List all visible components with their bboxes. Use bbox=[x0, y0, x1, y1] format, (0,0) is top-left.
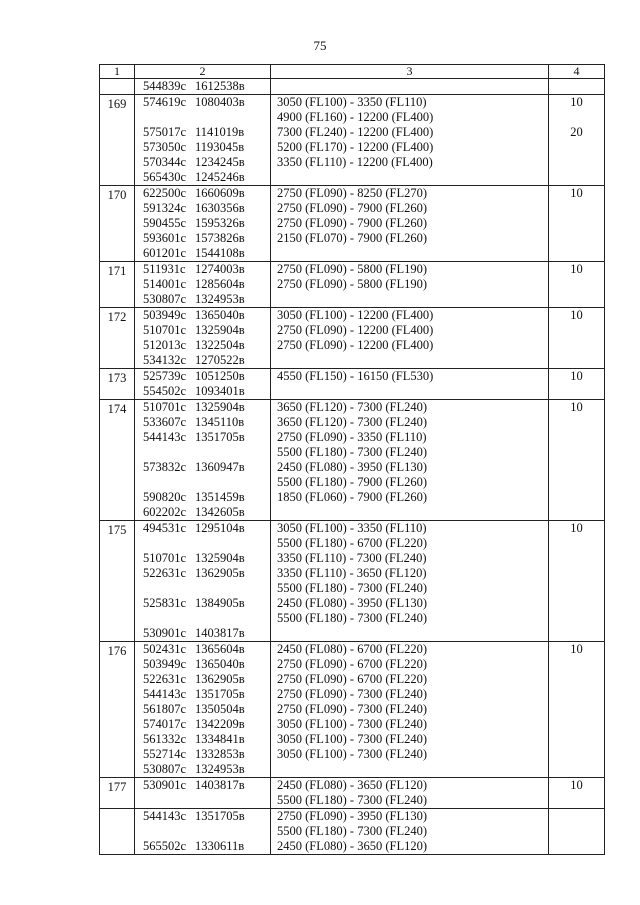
value-line bbox=[549, 536, 604, 551]
latitude: 574017с bbox=[143, 717, 187, 731]
value-cell bbox=[549, 642, 605, 778]
coordinates-cell bbox=[135, 95, 271, 186]
coordinates-cell bbox=[135, 308, 271, 369]
value-line bbox=[549, 687, 604, 702]
header-col-1: 1 bbox=[100, 65, 135, 79]
longitude: 1330611в bbox=[195, 839, 245, 853]
level-line: 2450 (FL080) - 3650 (FL120) bbox=[277, 839, 427, 853]
level-line: 3650 (FL120) - 7300 (FL240) bbox=[277, 400, 427, 414]
level-line bbox=[277, 626, 548, 641]
latitude: 601201с bbox=[143, 246, 187, 260]
value-line: 10 bbox=[570, 400, 583, 414]
longitude: 1384905в bbox=[195, 596, 245, 610]
level-line: 3350 (FL110) - 3650 (FL120) bbox=[277, 566, 427, 580]
value-cell bbox=[549, 369, 605, 400]
value-line bbox=[549, 717, 604, 732]
value-line bbox=[549, 762, 604, 777]
latitude: 510701с bbox=[143, 400, 187, 414]
latitude: 530901с bbox=[143, 626, 187, 640]
airspace-table bbox=[99, 64, 605, 855]
level-line: 5500 (FL180) - 7300 (FL240) bbox=[277, 611, 427, 625]
longitude: 1322504в bbox=[195, 338, 245, 352]
row-number-cell: 170 bbox=[100, 186, 135, 262]
value-line bbox=[549, 672, 604, 687]
latitude: 522631с bbox=[143, 672, 187, 686]
coordinate-line bbox=[143, 747, 270, 762]
latitude: 590820с bbox=[143, 490, 187, 504]
value-line bbox=[549, 445, 604, 460]
latitude: 565502с bbox=[143, 839, 187, 853]
longitude: 1365040в bbox=[195, 657, 245, 671]
level-line: 5500 (FL180) - 7300 (FL240) bbox=[277, 824, 427, 838]
value-line bbox=[549, 611, 604, 626]
table-row bbox=[100, 642, 605, 778]
level-line bbox=[277, 170, 548, 185]
continuation-row bbox=[100, 79, 605, 95]
level-line: 2750 (FL090) - 3950 (FL130) bbox=[277, 809, 427, 823]
longitude: 1351459в bbox=[195, 490, 245, 504]
row-number-cell: 173 bbox=[100, 369, 135, 400]
coordinate-line bbox=[143, 551, 270, 566]
latitude: 602202с bbox=[143, 505, 187, 519]
levels-cell bbox=[271, 79, 549, 95]
value-line: 10 bbox=[570, 308, 583, 322]
header-col-4: 4 bbox=[549, 65, 605, 79]
value-line bbox=[549, 657, 604, 672]
coordinate-line bbox=[143, 430, 270, 445]
longitude: 1285604в bbox=[195, 277, 245, 291]
coordinates-cell bbox=[135, 79, 271, 95]
longitude: 1365604в bbox=[195, 642, 245, 656]
value-line bbox=[549, 323, 604, 338]
latitude: 573832с bbox=[143, 460, 187, 474]
level-line: 5500 (FL180) - 7300 (FL240) bbox=[277, 445, 427, 459]
latitude: 544143с bbox=[143, 687, 187, 701]
row-number-cell: 172 bbox=[100, 308, 135, 369]
coordinate-line bbox=[143, 338, 270, 353]
coordinate-line bbox=[143, 186, 270, 201]
levels-cell bbox=[271, 809, 549, 855]
value-line bbox=[549, 793, 604, 808]
header-col-2: 2 bbox=[135, 65, 271, 79]
table-row bbox=[100, 809, 605, 855]
level-line: 7300 (FL240) - 12200 (FL400) bbox=[277, 125, 434, 139]
page-number: 75 bbox=[313, 38, 327, 53]
value-line bbox=[549, 460, 604, 475]
value-line: 10 bbox=[570, 369, 583, 383]
levels-cell bbox=[271, 308, 549, 369]
value-cell bbox=[549, 809, 605, 855]
coordinates-cell bbox=[135, 778, 271, 809]
levels-cell bbox=[271, 521, 549, 642]
level-line: 3050 (FL100) - 7300 (FL240) bbox=[277, 747, 427, 761]
value-line bbox=[549, 839, 604, 854]
coordinates-cell bbox=[135, 400, 271, 521]
coordinate-line bbox=[143, 521, 270, 536]
longitude: 1295104в bbox=[195, 521, 245, 535]
value-line bbox=[549, 384, 604, 399]
coordinates-cell bbox=[135, 369, 271, 400]
value-line bbox=[549, 566, 604, 581]
latitude: 503949с bbox=[143, 308, 187, 322]
coordinate-line bbox=[143, 262, 270, 277]
levels-cell bbox=[271, 400, 549, 521]
level-line: 5500 (FL180) - 6700 (FL220) bbox=[277, 536, 427, 550]
coordinate-line bbox=[143, 581, 270, 596]
value-line bbox=[549, 626, 604, 641]
level-line: 5500 (FL180) - 7300 (FL240) bbox=[277, 581, 427, 595]
level-line: 2750 (FL090) - 12200 (FL400) bbox=[277, 323, 434, 337]
value-line bbox=[549, 475, 604, 490]
level-line: 2750 (FL090) - 5800 (FL190) bbox=[277, 277, 427, 291]
levels-cell bbox=[271, 369, 549, 400]
table-row bbox=[100, 778, 605, 809]
value-line: 10 bbox=[570, 778, 583, 792]
coordinate-line bbox=[143, 809, 270, 824]
coordinate-line bbox=[143, 717, 270, 732]
coordinate-line bbox=[143, 611, 270, 626]
longitude: 1080403в bbox=[195, 95, 245, 109]
coordinate-line bbox=[143, 384, 270, 399]
latitude: 552714с bbox=[143, 747, 187, 761]
level-line: 3050 (FL100) - 7300 (FL240) bbox=[277, 732, 427, 746]
level-line: 3050 (FL100) - 3350 (FL110) bbox=[277, 521, 427, 535]
latitude: 530807с bbox=[143, 292, 187, 306]
value-cell bbox=[549, 778, 605, 809]
longitude: 1630356в bbox=[195, 201, 245, 215]
level-line: 2450 (FL080) - 3950 (FL130) bbox=[277, 596, 427, 610]
coordinate-line bbox=[143, 323, 270, 338]
coordinate-line bbox=[143, 732, 270, 747]
longitude: 1325904в bbox=[195, 400, 245, 414]
value-line bbox=[549, 824, 604, 839]
level-line bbox=[277, 505, 548, 520]
latitude: 514001с bbox=[143, 277, 187, 291]
coordinate-line bbox=[143, 702, 270, 717]
coordinate-line bbox=[143, 687, 270, 702]
longitude: 1270522в bbox=[195, 353, 245, 367]
longitude: 1612538в bbox=[195, 79, 245, 93]
value-cell bbox=[549, 308, 605, 369]
latitude: 575017с bbox=[143, 125, 187, 139]
value-line bbox=[549, 353, 604, 368]
longitude: 1362905в bbox=[195, 566, 245, 580]
value-cell bbox=[549, 79, 605, 95]
value-line bbox=[549, 155, 604, 170]
coordinate-line bbox=[143, 642, 270, 657]
level-line: 4550 (FL150) - 16150 (FL530) bbox=[277, 369, 434, 383]
longitude: 1324953в bbox=[195, 292, 245, 306]
value-line bbox=[549, 216, 604, 231]
coordinate-line bbox=[143, 762, 270, 777]
coordinate-line bbox=[143, 155, 270, 170]
value-line bbox=[549, 809, 604, 824]
coordinate-line bbox=[143, 536, 270, 551]
level-line bbox=[277, 384, 548, 399]
latitude: 522631с bbox=[143, 566, 187, 580]
level-line bbox=[277, 246, 548, 261]
value-line: 10 bbox=[570, 642, 583, 656]
latitude: 525739с bbox=[143, 369, 187, 383]
coordinate-line bbox=[143, 626, 270, 641]
value-line bbox=[549, 732, 604, 747]
table-row bbox=[100, 369, 605, 400]
level-line: 2750 (FL090) - 7900 (FL260) bbox=[277, 216, 427, 230]
value-line bbox=[549, 551, 604, 566]
value-cell bbox=[549, 186, 605, 262]
longitude: 1351705в bbox=[195, 430, 245, 444]
latitude: 502431с bbox=[143, 642, 187, 656]
longitude: 1245246в bbox=[195, 170, 245, 184]
latitude: 591324с bbox=[143, 201, 187, 215]
coordinate-line bbox=[143, 596, 270, 611]
row-number-cell: 175 bbox=[100, 521, 135, 642]
row-number-cell: 176 bbox=[100, 642, 135, 778]
latitude: 530807с bbox=[143, 762, 187, 776]
coordinate-line bbox=[143, 778, 270, 793]
row-number-cell: 171 bbox=[100, 262, 135, 308]
level-line bbox=[277, 762, 548, 777]
coordinate-line bbox=[143, 400, 270, 415]
latitude: 512013с bbox=[143, 338, 187, 352]
level-line: 2150 (FL070) - 7900 (FL260) bbox=[277, 231, 427, 245]
table-row bbox=[100, 400, 605, 521]
value-line bbox=[549, 415, 604, 430]
coordinates-cell bbox=[135, 809, 271, 855]
coordinate-line bbox=[143, 475, 270, 490]
value-line bbox=[549, 430, 604, 445]
level-line: 5500 (FL180) - 7300 (FL240) bbox=[277, 793, 427, 807]
longitude: 1350504в bbox=[195, 702, 245, 716]
longitude: 1325904в bbox=[195, 323, 245, 337]
coordinate-line bbox=[143, 353, 270, 368]
value-line: 10 bbox=[570, 521, 583, 535]
levels-cell bbox=[271, 778, 549, 809]
level-line: 3350 (FL110) - 7300 (FL240) bbox=[277, 551, 427, 565]
longitude: 1141019в bbox=[195, 125, 245, 139]
latitude: 494531с bbox=[143, 521, 187, 535]
value-line bbox=[549, 277, 604, 292]
longitude: 1325904в bbox=[195, 551, 245, 565]
coordinate-line bbox=[143, 125, 270, 140]
latitude: 544839с bbox=[143, 79, 187, 93]
level-line bbox=[277, 292, 548, 307]
latitude: 511931с bbox=[143, 262, 186, 276]
levels-cell bbox=[271, 262, 549, 308]
latitude: 503949с bbox=[143, 657, 187, 671]
coordinate-line bbox=[143, 672, 270, 687]
level-line: 5500 (FL180) - 7900 (FL260) bbox=[277, 475, 427, 489]
value-line bbox=[549, 505, 604, 520]
value-cell bbox=[549, 95, 605, 186]
level-line: 5200 (FL170) - 12200 (FL400) bbox=[277, 140, 434, 154]
latitude: 574619с bbox=[143, 95, 187, 109]
latitude: 561332с bbox=[143, 732, 187, 746]
levels-cell bbox=[271, 186, 549, 262]
coordinate-line bbox=[143, 308, 270, 323]
longitude: 1362905в bbox=[195, 672, 245, 686]
longitude: 1334841в bbox=[195, 732, 245, 746]
latitude: 534132с bbox=[143, 353, 187, 367]
coordinate-line bbox=[143, 793, 270, 808]
latitude: 544143с bbox=[143, 809, 187, 823]
level-line: 1850 (FL060) - 7900 (FL260) bbox=[277, 490, 427, 504]
header-row bbox=[100, 65, 605, 79]
value-line bbox=[549, 596, 604, 611]
value-line bbox=[549, 110, 604, 125]
level-line: 2450 (FL080) - 3650 (FL120) bbox=[277, 778, 427, 792]
level-line: 3650 (FL120) - 7300 (FL240) bbox=[277, 415, 427, 429]
longitude: 1345110в bbox=[195, 415, 245, 429]
longitude: 1051250в bbox=[195, 369, 245, 383]
coordinate-line bbox=[143, 460, 270, 475]
level-line: 2750 (FL090) - 3350 (FL110) bbox=[277, 430, 427, 444]
levels-cell bbox=[271, 95, 549, 186]
table-row bbox=[100, 186, 605, 262]
coordinates-cell bbox=[135, 642, 271, 778]
header-col-3: 3 bbox=[271, 65, 549, 79]
longitude: 1544108в bbox=[195, 246, 245, 260]
coordinate-line bbox=[143, 246, 270, 261]
level-line: 2750 (FL090) - 5800 (FL190) bbox=[277, 262, 427, 276]
value-line: 20 bbox=[570, 125, 583, 139]
row-number-cell: 174 bbox=[100, 400, 135, 521]
longitude: 1351705в bbox=[195, 809, 245, 823]
latitude: 622500с bbox=[143, 186, 187, 200]
level-line: 3350 (FL110) - 12200 (FL400) bbox=[277, 155, 433, 169]
coordinates-cell bbox=[135, 262, 271, 308]
value-line bbox=[549, 490, 604, 505]
latitude: 554502с bbox=[143, 384, 187, 398]
level-line: 2750 (FL090) - 7900 (FL260) bbox=[277, 201, 427, 215]
longitude: 1342605в bbox=[195, 505, 245, 519]
coordinate-line bbox=[143, 505, 270, 520]
coordinate-line bbox=[143, 110, 270, 125]
level-line: 2750 (FL090) - 6700 (FL220) bbox=[277, 657, 427, 671]
coordinate-line bbox=[143, 292, 270, 307]
latitude: 525831с bbox=[143, 596, 187, 610]
level-line: 2750 (FL090) - 12200 (FL400) bbox=[277, 338, 434, 352]
level-line: 3050 (FL100) - 7300 (FL240) bbox=[277, 717, 427, 731]
latitude: 530901с bbox=[143, 778, 187, 792]
longitude: 1342209в bbox=[195, 717, 245, 731]
value-line bbox=[549, 140, 604, 155]
value-line bbox=[549, 231, 604, 246]
level-line: 2750 (FL090) - 6700 (FL220) bbox=[277, 672, 427, 686]
level-line: 3050 (FL100) - 12200 (FL400) bbox=[277, 308, 434, 322]
coordinate-line bbox=[143, 445, 270, 460]
level-line: 4900 (FL160) - 12200 (FL400) bbox=[277, 110, 434, 124]
value-line bbox=[549, 581, 604, 596]
table-row bbox=[100, 95, 605, 186]
coordinate-line bbox=[143, 566, 270, 581]
longitude: 1093401в bbox=[195, 384, 245, 398]
longitude: 1234245в bbox=[195, 155, 245, 169]
value-line: 10 bbox=[570, 262, 583, 276]
value-line bbox=[549, 292, 604, 307]
coordinate-line bbox=[143, 277, 270, 292]
value-line: 10 bbox=[570, 95, 583, 109]
longitude: 1365040в bbox=[195, 308, 245, 322]
longitude: 1660609в bbox=[195, 186, 245, 200]
level-line: 3050 (FL100) - 3350 (FL110) bbox=[277, 95, 427, 109]
value-line bbox=[549, 702, 604, 717]
row-number-cell: 177 bbox=[100, 778, 135, 809]
row-number-cell: 169 bbox=[100, 95, 135, 186]
value-cell bbox=[549, 262, 605, 308]
level-line: 2450 (FL080) - 6700 (FL220) bbox=[277, 642, 427, 656]
coordinate-line bbox=[143, 170, 270, 185]
longitude: 1403817в bbox=[195, 626, 245, 640]
value-line: 10 bbox=[570, 186, 583, 200]
levels-cell bbox=[271, 642, 549, 778]
coordinates-cell bbox=[135, 186, 271, 262]
latitude: 593601с bbox=[143, 231, 187, 245]
row-number-cell bbox=[100, 809, 135, 855]
coordinate-line bbox=[143, 140, 270, 155]
longitude: 1595326в bbox=[195, 216, 245, 230]
latitude: 570344с bbox=[143, 155, 187, 169]
latitude: 565430с bbox=[143, 170, 187, 184]
table-row bbox=[100, 308, 605, 369]
latitude: 544143с bbox=[143, 430, 187, 444]
value-line bbox=[549, 747, 604, 762]
coordinate-line bbox=[143, 95, 270, 110]
value-line bbox=[549, 338, 604, 353]
latitude: 573050с bbox=[143, 140, 187, 154]
longitude: 1324953в bbox=[195, 762, 245, 776]
value-line bbox=[549, 246, 604, 261]
longitude: 1193045в bbox=[195, 140, 245, 154]
value-cell bbox=[549, 521, 605, 642]
coordinate-line bbox=[143, 657, 270, 672]
latitude: 590455с bbox=[143, 216, 187, 230]
coordinate-line bbox=[143, 201, 270, 216]
longitude: 1360947в bbox=[195, 460, 245, 474]
longitude: 1351705в bbox=[195, 687, 245, 701]
coordinate-line bbox=[143, 824, 270, 839]
longitude: 1573826в bbox=[195, 231, 245, 245]
coordinate-line bbox=[143, 79, 270, 94]
longitude: 1332853в bbox=[195, 747, 245, 761]
level-line: 2450 (FL080) - 3950 (FL130) bbox=[277, 460, 427, 474]
longitude: 1403817в bbox=[195, 778, 245, 792]
coordinates-cell bbox=[135, 521, 271, 642]
table-row bbox=[100, 262, 605, 308]
latitude: 561807с bbox=[143, 702, 187, 716]
level-line: 2750 (FL090) - 7300 (FL240) bbox=[277, 687, 427, 701]
value-line bbox=[549, 170, 604, 185]
coordinate-line bbox=[143, 216, 270, 231]
row-number-cell bbox=[100, 79, 135, 95]
level-line bbox=[277, 353, 548, 368]
coordinate-line bbox=[143, 839, 270, 854]
value-cell bbox=[549, 400, 605, 521]
coordinate-line bbox=[143, 415, 270, 430]
coordinate-line bbox=[143, 369, 270, 384]
coordinate-line bbox=[143, 490, 270, 505]
coordinate-line bbox=[143, 231, 270, 246]
latitude: 510701с bbox=[143, 551, 187, 565]
level-line: 2750 (FL090) - 8250 (FL270) bbox=[277, 186, 427, 200]
value-line bbox=[549, 201, 604, 216]
longitude: 1274003в bbox=[195, 262, 245, 276]
latitude: 510701с bbox=[143, 323, 187, 337]
latitude: 533607с bbox=[143, 415, 187, 429]
table-row bbox=[100, 521, 605, 642]
level-line: 2750 (FL090) - 7300 (FL240) bbox=[277, 702, 427, 716]
